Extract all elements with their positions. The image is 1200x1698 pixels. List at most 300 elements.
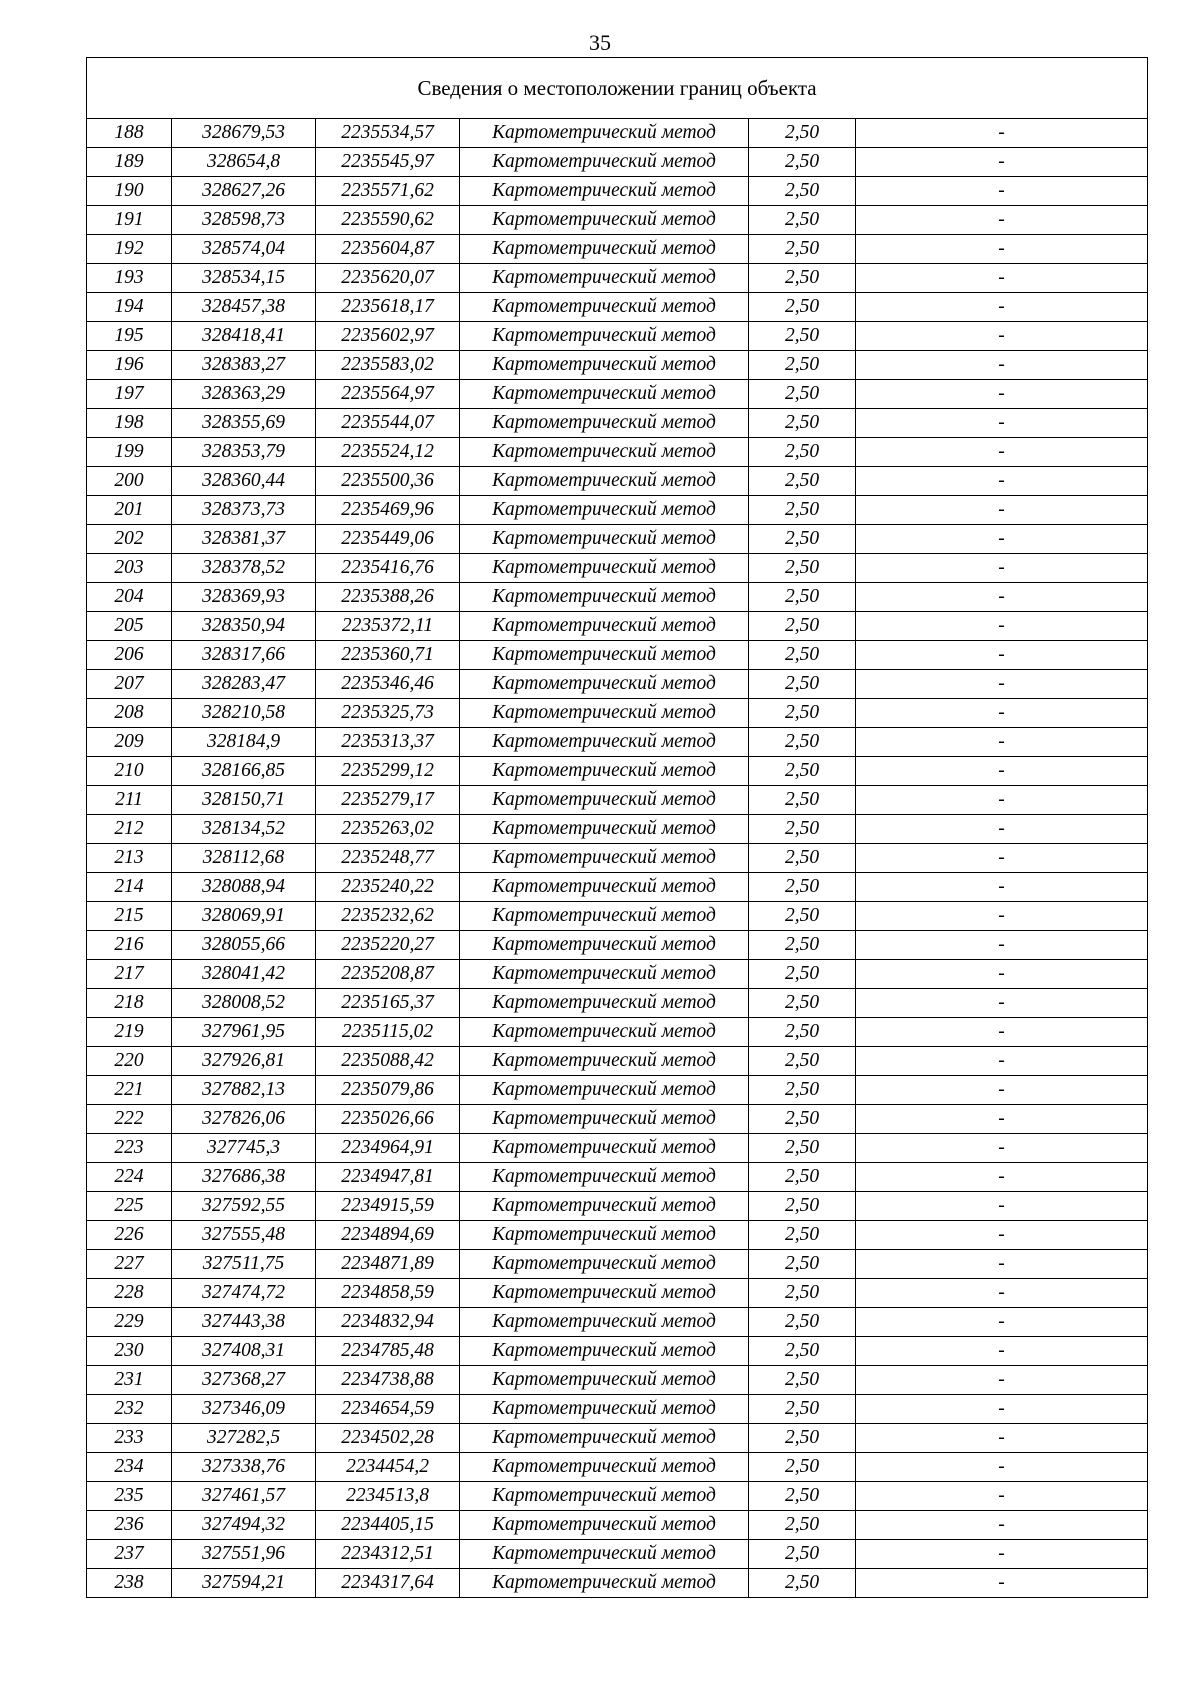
- point-number-cell: 219: [87, 1018, 172, 1047]
- method-cell: Картометрический метод: [460, 1134, 749, 1163]
- point-number-cell: 208: [87, 699, 172, 728]
- y-coordinate-cell: 2235618,17: [316, 293, 460, 322]
- point-number-cell: 202: [87, 525, 172, 554]
- method-cell: Картометрический метод: [460, 554, 749, 583]
- point-number-cell: 203: [87, 554, 172, 583]
- accuracy-cell: 2,50: [749, 554, 856, 583]
- accuracy-cell: 2,50: [749, 119, 856, 148]
- description-cell: -: [856, 1366, 1148, 1395]
- point-number-cell: 194: [87, 293, 172, 322]
- accuracy-cell: 2,50: [749, 1569, 856, 1598]
- table-row: [87, 467, 1148, 496]
- accuracy-cell: 2,50: [749, 177, 856, 206]
- table-row: [87, 293, 1148, 322]
- method-cell: Картометрический метод: [460, 293, 749, 322]
- x-coordinate-cell: 328317,66: [172, 641, 316, 670]
- description-cell: -: [856, 815, 1148, 844]
- y-coordinate-cell: 2235590,62: [316, 206, 460, 235]
- y-coordinate-cell: 2235469,96: [316, 496, 460, 525]
- table-row: [87, 873, 1148, 902]
- description-cell: -: [856, 583, 1148, 612]
- method-cell: Картометрический метод: [460, 612, 749, 641]
- table-row: [87, 351, 1148, 380]
- table-row: [87, 1192, 1148, 1221]
- method-cell: Картометрический метод: [460, 1482, 749, 1511]
- x-coordinate-cell: 327594,21: [172, 1569, 316, 1598]
- x-coordinate-cell: 328088,94: [172, 873, 316, 902]
- method-cell: Картометрический метод: [460, 960, 749, 989]
- x-coordinate-cell: 327686,38: [172, 1163, 316, 1192]
- point-number-cell: 228: [87, 1279, 172, 1308]
- table-row: [87, 670, 1148, 699]
- description-cell: -: [856, 467, 1148, 496]
- point-number-cell: 223: [87, 1134, 172, 1163]
- table-row: [87, 1337, 1148, 1366]
- accuracy-cell: 2,50: [749, 1482, 856, 1511]
- accuracy-cell: 2,50: [749, 1221, 856, 1250]
- table-row: [87, 1482, 1148, 1511]
- accuracy-cell: 2,50: [749, 1250, 856, 1279]
- accuracy-cell: 2,50: [749, 583, 856, 612]
- method-cell: Картометрический метод: [460, 1453, 749, 1482]
- method-cell: Картометрический метод: [460, 1424, 749, 1453]
- point-number-cell: 213: [87, 844, 172, 873]
- accuracy-cell: 2,50: [749, 1076, 856, 1105]
- x-coordinate-cell: 328383,27: [172, 351, 316, 380]
- accuracy-cell: 2,50: [749, 1337, 856, 1366]
- description-cell: -: [856, 148, 1148, 177]
- x-coordinate-cell: 328627,26: [172, 177, 316, 206]
- point-number-cell: 224: [87, 1163, 172, 1192]
- x-coordinate-cell: 328166,85: [172, 757, 316, 786]
- method-cell: Картометрический метод: [460, 786, 749, 815]
- table-row: [87, 525, 1148, 554]
- x-coordinate-cell: 327474,72: [172, 1279, 316, 1308]
- y-coordinate-cell: 2235604,87: [316, 235, 460, 264]
- method-cell: Картометрический метод: [460, 931, 749, 960]
- y-coordinate-cell: 2234871,89: [316, 1250, 460, 1279]
- table-row: [87, 1076, 1148, 1105]
- y-coordinate-cell: 2234654,59: [316, 1395, 460, 1424]
- y-coordinate-cell: 2235026,66: [316, 1105, 460, 1134]
- point-number-cell: 193: [87, 264, 172, 293]
- y-coordinate-cell: 2235325,73: [316, 699, 460, 728]
- x-coordinate-cell: 327745,3: [172, 1134, 316, 1163]
- accuracy-cell: 2,50: [749, 960, 856, 989]
- accuracy-cell: 2,50: [749, 1366, 856, 1395]
- method-cell: Картометрический метод: [460, 815, 749, 844]
- accuracy-cell: 2,50: [749, 1163, 856, 1192]
- table-row: [87, 1511, 1148, 1540]
- table-row: [87, 380, 1148, 409]
- description-cell: -: [856, 1163, 1148, 1192]
- method-cell: Картометрический метод: [460, 177, 749, 206]
- x-coordinate-cell: 328283,47: [172, 670, 316, 699]
- y-coordinate-cell: 2235571,62: [316, 177, 460, 206]
- accuracy-cell: 2,50: [749, 235, 856, 264]
- description-cell: -: [856, 989, 1148, 1018]
- point-number-cell: 231: [87, 1366, 172, 1395]
- table-row: [87, 177, 1148, 206]
- point-number-cell: 211: [87, 786, 172, 815]
- description-cell: -: [856, 351, 1148, 380]
- point-number-cell: 191: [87, 206, 172, 235]
- description-cell: -: [856, 641, 1148, 670]
- point-number-cell: 209: [87, 728, 172, 757]
- y-coordinate-cell: 2234894,69: [316, 1221, 460, 1250]
- table-row: [87, 902, 1148, 931]
- accuracy-cell: 2,50: [749, 670, 856, 699]
- table-row: [87, 1018, 1148, 1047]
- y-coordinate-cell: 2235602,97: [316, 322, 460, 351]
- point-number-cell: 215: [87, 902, 172, 931]
- table-row: [87, 757, 1148, 786]
- method-cell: Картометрический метод: [460, 235, 749, 264]
- table-row: [87, 699, 1148, 728]
- method-cell: Картометрический метод: [460, 1076, 749, 1105]
- y-coordinate-cell: 2235208,87: [316, 960, 460, 989]
- y-coordinate-cell: 2235524,12: [316, 438, 460, 467]
- description-cell: -: [856, 380, 1148, 409]
- x-coordinate-cell: 327408,31: [172, 1337, 316, 1366]
- method-cell: Картометрический метод: [460, 844, 749, 873]
- accuracy-cell: 2,50: [749, 380, 856, 409]
- x-coordinate-cell: 328184,9: [172, 728, 316, 757]
- point-number-cell: 197: [87, 380, 172, 409]
- point-number-cell: 235: [87, 1482, 172, 1511]
- y-coordinate-cell: 2235449,06: [316, 525, 460, 554]
- point-number-cell: 222: [87, 1105, 172, 1134]
- table-row: [87, 496, 1148, 525]
- x-coordinate-cell: 328134,52: [172, 815, 316, 844]
- x-coordinate-cell: 328381,37: [172, 525, 316, 554]
- method-cell: Картометрический метод: [460, 119, 749, 148]
- point-number-cell: 190: [87, 177, 172, 206]
- point-number-cell: 227: [87, 1250, 172, 1279]
- accuracy-cell: 2,50: [749, 1192, 856, 1221]
- table-row: [87, 1105, 1148, 1134]
- accuracy-cell: 2,50: [749, 902, 856, 931]
- table-row: [87, 960, 1148, 989]
- point-number-cell: 221: [87, 1076, 172, 1105]
- y-coordinate-cell: 2235313,37: [316, 728, 460, 757]
- x-coordinate-cell: 328150,71: [172, 786, 316, 815]
- x-coordinate-cell: 328369,93: [172, 583, 316, 612]
- description-cell: -: [856, 1018, 1148, 1047]
- description-cell: -: [856, 554, 1148, 583]
- x-coordinate-cell: 327338,76: [172, 1453, 316, 1482]
- y-coordinate-cell: 2235299,12: [316, 757, 460, 786]
- table-row: [87, 1395, 1148, 1424]
- point-number-cell: 226: [87, 1221, 172, 1250]
- accuracy-cell: 2,50: [749, 641, 856, 670]
- accuracy-cell: 2,50: [749, 989, 856, 1018]
- table-row: [87, 612, 1148, 641]
- x-coordinate-cell: 328041,42: [172, 960, 316, 989]
- method-cell: Картометрический метод: [460, 757, 749, 786]
- description-cell: -: [856, 728, 1148, 757]
- point-number-cell: 206: [87, 641, 172, 670]
- table-row: [87, 322, 1148, 351]
- method-cell: Картометрический метод: [460, 1163, 749, 1192]
- y-coordinate-cell: 2235220,27: [316, 931, 460, 960]
- point-number-cell: 232: [87, 1395, 172, 1424]
- method-cell: Картометрический метод: [460, 467, 749, 496]
- method-cell: Картометрический метод: [460, 989, 749, 1018]
- y-coordinate-cell: 2235500,36: [316, 467, 460, 496]
- point-number-cell: 234: [87, 1453, 172, 1482]
- x-coordinate-cell: 328534,15: [172, 264, 316, 293]
- point-number-cell: 205: [87, 612, 172, 641]
- accuracy-cell: 2,50: [749, 931, 856, 960]
- page-number: 35: [589, 30, 611, 55]
- table-row: [87, 931, 1148, 960]
- y-coordinate-cell: 2235544,07: [316, 409, 460, 438]
- table-row: [87, 989, 1148, 1018]
- section-title: Сведения о местоположении границ объекта: [87, 58, 1148, 119]
- description-cell: -: [856, 960, 1148, 989]
- method-cell: Картометрический метод: [460, 1018, 749, 1047]
- x-coordinate-cell: 328363,29: [172, 380, 316, 409]
- accuracy-cell: 2,50: [749, 1018, 856, 1047]
- description-cell: -: [856, 931, 1148, 960]
- description-cell: -: [856, 1105, 1148, 1134]
- x-coordinate-cell: 327926,81: [172, 1047, 316, 1076]
- y-coordinate-cell: 2235534,57: [316, 119, 460, 148]
- table-row: [87, 844, 1148, 873]
- description-cell: -: [856, 1192, 1148, 1221]
- x-coordinate-cell: 328373,73: [172, 496, 316, 525]
- method-cell: Картометрический метод: [460, 438, 749, 467]
- x-coordinate-cell: 328360,44: [172, 467, 316, 496]
- table-row: [87, 438, 1148, 467]
- method-cell: Картометрический метод: [460, 380, 749, 409]
- point-number-cell: 200: [87, 467, 172, 496]
- y-coordinate-cell: 2234964,91: [316, 1134, 460, 1163]
- description-cell: -: [856, 699, 1148, 728]
- description-cell: -: [856, 1076, 1148, 1105]
- y-coordinate-cell: 2234502,28: [316, 1424, 460, 1453]
- x-coordinate-cell: 328355,69: [172, 409, 316, 438]
- method-cell: Картометрический метод: [460, 525, 749, 554]
- point-number-cell: 198: [87, 409, 172, 438]
- description-cell: -: [856, 293, 1148, 322]
- y-coordinate-cell: 2235088,42: [316, 1047, 460, 1076]
- y-coordinate-cell: 2235564,97: [316, 380, 460, 409]
- accuracy-cell: 2,50: [749, 351, 856, 380]
- x-coordinate-cell: 328654,8: [172, 148, 316, 177]
- description-cell: -: [856, 438, 1148, 467]
- point-number-cell: 220: [87, 1047, 172, 1076]
- point-number-cell: 237: [87, 1540, 172, 1569]
- x-coordinate-cell: 328598,73: [172, 206, 316, 235]
- x-coordinate-cell: 327882,13: [172, 1076, 316, 1105]
- x-coordinate-cell: 328112,68: [172, 844, 316, 873]
- y-coordinate-cell: 2235165,37: [316, 989, 460, 1018]
- accuracy-cell: 2,50: [749, 699, 856, 728]
- description-cell: -: [856, 902, 1148, 931]
- table-row: [87, 1279, 1148, 1308]
- x-coordinate-cell: 327826,06: [172, 1105, 316, 1134]
- x-coordinate-cell: 327592,55: [172, 1192, 316, 1221]
- table-row: [87, 1134, 1148, 1163]
- y-coordinate-cell: 2234832,94: [316, 1308, 460, 1337]
- table-row: [87, 583, 1148, 612]
- table-header-row: [87, 58, 1148, 119]
- y-coordinate-cell: 2235416,76: [316, 554, 460, 583]
- method-cell: Картометрический метод: [460, 1192, 749, 1221]
- y-coordinate-cell: 2235232,62: [316, 902, 460, 931]
- method-cell: Картометрический метод: [460, 1047, 749, 1076]
- x-coordinate-cell: 328418,41: [172, 322, 316, 351]
- method-cell: Картометрический метод: [460, 496, 749, 525]
- accuracy-cell: 2,50: [749, 1511, 856, 1540]
- accuracy-cell: 2,50: [749, 293, 856, 322]
- method-cell: Картометрический метод: [460, 1395, 749, 1424]
- description-cell: -: [856, 844, 1148, 873]
- y-coordinate-cell: 2235620,07: [316, 264, 460, 293]
- method-cell: Картометрический метод: [460, 322, 749, 351]
- y-coordinate-cell: 2235346,46: [316, 670, 460, 699]
- point-number-cell: 214: [87, 873, 172, 902]
- table-body: [87, 119, 1148, 1598]
- accuracy-cell: 2,50: [749, 844, 856, 873]
- table-row: [87, 554, 1148, 583]
- accuracy-cell: 2,50: [749, 1453, 856, 1482]
- method-cell: Картометрический метод: [460, 1511, 749, 1540]
- table-row: [87, 728, 1148, 757]
- point-number-cell: 204: [87, 583, 172, 612]
- method-cell: Картометрический метод: [460, 351, 749, 380]
- point-number-cell: 189: [87, 148, 172, 177]
- accuracy-cell: 2,50: [749, 1134, 856, 1163]
- y-coordinate-cell: 2235360,71: [316, 641, 460, 670]
- accuracy-cell: 2,50: [749, 1308, 856, 1337]
- method-cell: Картометрический метод: [460, 1105, 749, 1134]
- description-cell: -: [856, 119, 1148, 148]
- accuracy-cell: 2,50: [749, 1424, 856, 1453]
- accuracy-cell: 2,50: [749, 525, 856, 554]
- x-coordinate-cell: 328008,52: [172, 989, 316, 1018]
- table-row: [87, 1221, 1148, 1250]
- table-row: [87, 1540, 1148, 1569]
- y-coordinate-cell: 2234454,2: [316, 1453, 460, 1482]
- accuracy-cell: 2,50: [749, 496, 856, 525]
- x-coordinate-cell: 327282,5: [172, 1424, 316, 1453]
- description-cell: -: [856, 1453, 1148, 1482]
- x-coordinate-cell: 327368,27: [172, 1366, 316, 1395]
- accuracy-cell: 2,50: [749, 728, 856, 757]
- table-row: [87, 641, 1148, 670]
- y-coordinate-cell: 2235372,11: [316, 612, 460, 641]
- method-cell: Картометрический метод: [460, 641, 749, 670]
- table-row: [87, 1366, 1148, 1395]
- method-cell: Картометрический метод: [460, 1569, 749, 1598]
- accuracy-cell: 2,50: [749, 467, 856, 496]
- accuracy-cell: 2,50: [749, 438, 856, 467]
- accuracy-cell: 2,50: [749, 206, 856, 235]
- point-number-cell: 229: [87, 1308, 172, 1337]
- accuracy-cell: 2,50: [749, 1540, 856, 1569]
- method-cell: Картометрический метод: [460, 699, 749, 728]
- y-coordinate-cell: 2235583,02: [316, 351, 460, 380]
- y-coordinate-cell: 2234785,48: [316, 1337, 460, 1366]
- description-cell: -: [856, 409, 1148, 438]
- table-row: [87, 148, 1148, 177]
- x-coordinate-cell: 327443,38: [172, 1308, 316, 1337]
- table-row: [87, 1453, 1148, 1482]
- y-coordinate-cell: 2234858,59: [316, 1279, 460, 1308]
- accuracy-cell: 2,50: [749, 757, 856, 786]
- y-coordinate-cell: 2234513,8: [316, 1482, 460, 1511]
- description-cell: -: [856, 1511, 1148, 1540]
- description-cell: -: [856, 1337, 1148, 1366]
- table-row: [87, 1424, 1148, 1453]
- point-number-cell: 225: [87, 1192, 172, 1221]
- point-number-cell: 207: [87, 670, 172, 699]
- method-cell: Картометрический метод: [460, 873, 749, 902]
- accuracy-cell: 2,50: [749, 786, 856, 815]
- point-number-cell: 230: [87, 1337, 172, 1366]
- point-number-cell: 195: [87, 322, 172, 351]
- point-number-cell: 216: [87, 931, 172, 960]
- table-row: [87, 409, 1148, 438]
- point-number-cell: 201: [87, 496, 172, 525]
- y-coordinate-cell: 2234947,81: [316, 1163, 460, 1192]
- point-number-cell: 210: [87, 757, 172, 786]
- x-coordinate-cell: 327555,48: [172, 1221, 316, 1250]
- method-cell: Картометрический метод: [460, 1250, 749, 1279]
- x-coordinate-cell: 328069,91: [172, 902, 316, 931]
- description-cell: -: [856, 1134, 1148, 1163]
- method-cell: Картометрический метод: [460, 148, 749, 177]
- description-cell: -: [856, 1540, 1148, 1569]
- description-cell: -: [856, 1250, 1148, 1279]
- description-cell: -: [856, 873, 1148, 902]
- description-cell: -: [856, 235, 1148, 264]
- table-row: [87, 119, 1148, 148]
- description-cell: -: [856, 1221, 1148, 1250]
- description-cell: -: [856, 322, 1148, 351]
- y-coordinate-cell: 2235240,22: [316, 873, 460, 902]
- y-coordinate-cell: 2234738,88: [316, 1366, 460, 1395]
- point-number-cell: 192: [87, 235, 172, 264]
- table-row: [87, 264, 1148, 293]
- description-cell: -: [856, 496, 1148, 525]
- accuracy-cell: 2,50: [749, 1105, 856, 1134]
- y-coordinate-cell: 2235388,26: [316, 583, 460, 612]
- method-cell: Картометрический метод: [460, 409, 749, 438]
- x-coordinate-cell: 328350,94: [172, 612, 316, 641]
- table-row: [87, 1047, 1148, 1076]
- y-coordinate-cell: 2235248,77: [316, 844, 460, 873]
- description-cell: -: [856, 177, 1148, 206]
- point-number-cell: 218: [87, 989, 172, 1018]
- method-cell: Картометрический метод: [460, 902, 749, 931]
- x-coordinate-cell: 327961,95: [172, 1018, 316, 1047]
- y-coordinate-cell: 2235263,02: [316, 815, 460, 844]
- y-coordinate-cell: 2234405,15: [316, 1511, 460, 1540]
- boundary-coordinates-table: [86, 57, 1148, 1598]
- x-coordinate-cell: 328210,58: [172, 699, 316, 728]
- accuracy-cell: 2,50: [749, 409, 856, 438]
- method-cell: Картометрический метод: [460, 728, 749, 757]
- y-coordinate-cell: 2235545,97: [316, 148, 460, 177]
- description-cell: -: [856, 757, 1148, 786]
- accuracy-cell: 2,50: [749, 1047, 856, 1076]
- description-cell: -: [856, 1424, 1148, 1453]
- method-cell: Картометрический метод: [460, 1279, 749, 1308]
